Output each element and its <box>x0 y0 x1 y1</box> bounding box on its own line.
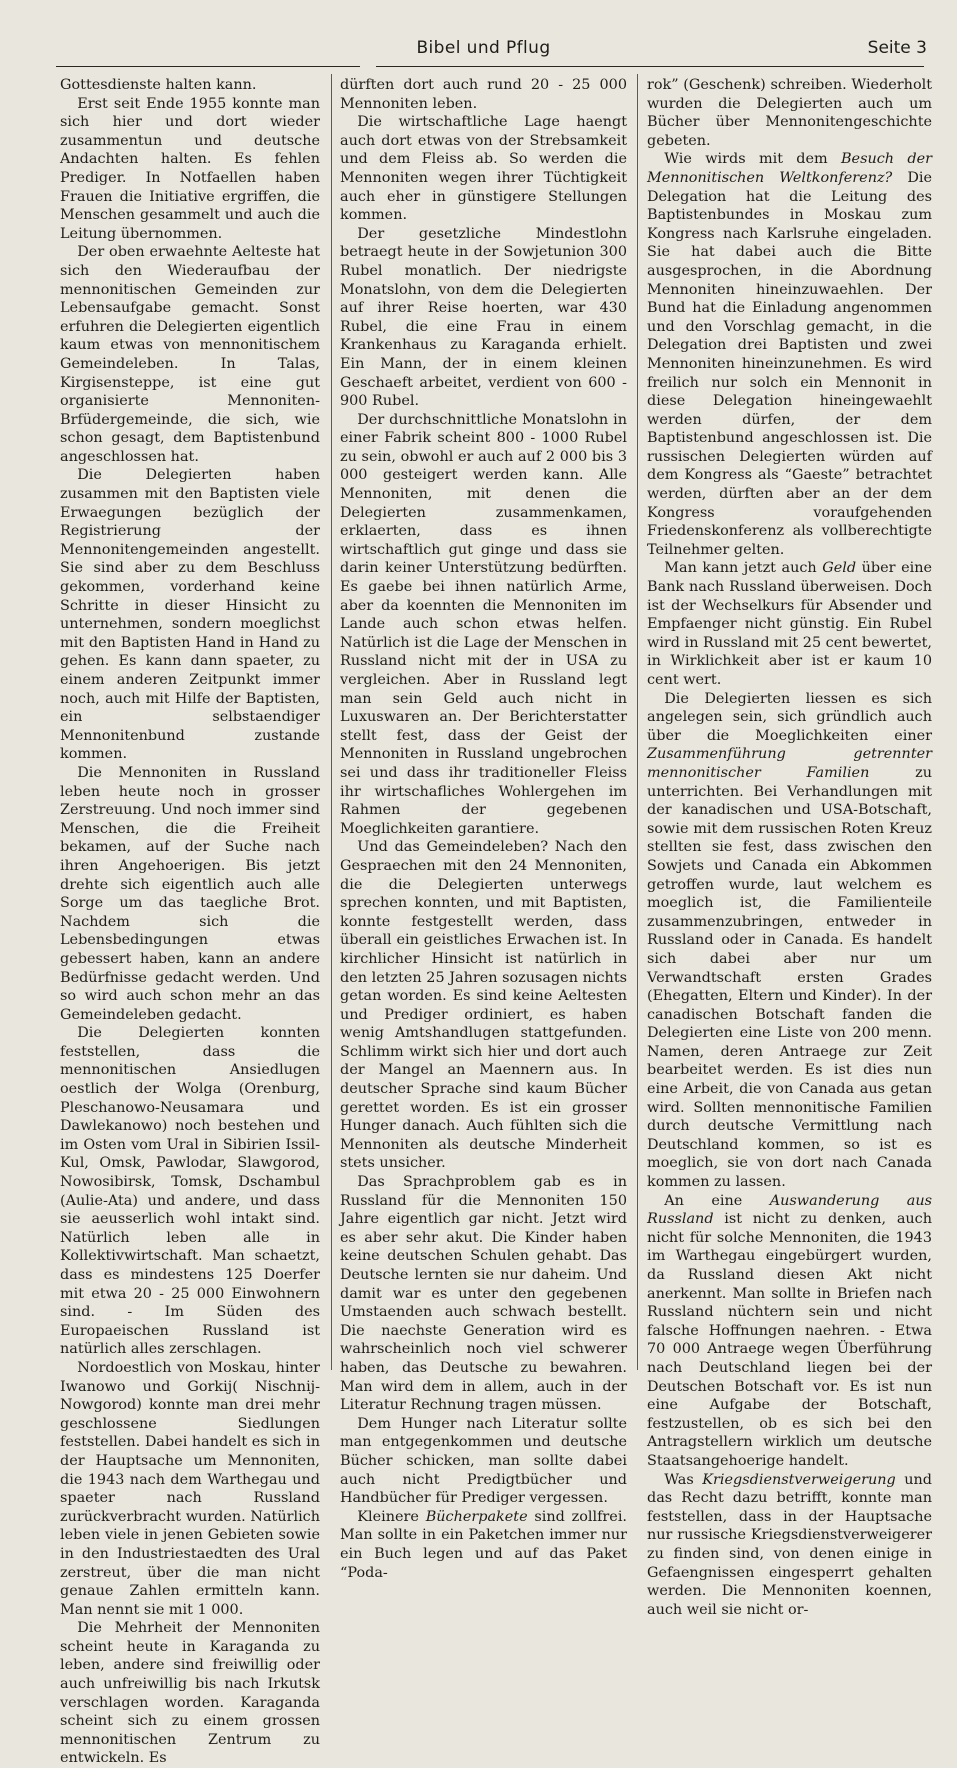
article-paragraph: Die Mennoniten in Russland leben heute noch in grosser Zerstreuung. Und noch immer sind Menschen, die die Freiheit bekamen, auf der Suche nach ihren Angehoerigen. Bis jetzt drehte sich eigentlich auch alle Sorge um das taegliche Brot. Nachdem sich die Lebensbedingungen etwas gebessert haben, kann an andere Bedürfnisse gedacht werden. Und so wird auch schon mehr an das Gemeindeleben gedacht. <box>60 764 320 1023</box>
article-paragraph: rok” (Geschenk) schreiben. Wiederholt wurden die Delegierten auch um Bücher über Mennonitengeschichte gebeten. <box>647 77 932 149</box>
article-paragraph: Man kann jetzt auch Geld über eine Bank nach Russland überweisen. Doch ist der Wechselkurs für Absender und Empfaenger nicht günstig. Ein Rubel wird in Russland mit 25 cent bewertet, in Wirklichkeit aber ist er kaum 10 cent wert. <box>647 560 932 688</box>
publication-title: Bibel und Pflug <box>416 38 551 58</box>
article-paragraph: Die Mehrheit der Mennoniten scheint heute in Karaganda zu leben, andere sind freiwillig oder auch unfreiwillig bis nach Irkutsk verschlagen worden. Karaganda scheint sich zu einem grossen mennonitischen Zentrum zu entwickeln. Es <box>60 1620 320 1767</box>
article-paragraph: Die wirtschaftliche Lage haengt auch dort etwas von der Strebsamkeit und dem Fleiss ab. So werden die Mennoniten wegen ihrer Tüchtigkeit auch eher in günstigere Stellungen kommen. <box>340 114 627 224</box>
article-paragraph: Nordoestlich von Moskau, hinter Iwanowo und Gorkij( Nischnij-Nowgorod) konnte man drei mehr geschlossene Siedlungen feststellen. Dabei handelt es sich in der Hauptsache um Mennoniten, die 1943 nach dem Warthegau und spaeter nach Russland zurückverbracht wurden. Natürlich leben viele in jenen Gebieten sowie in den Industriestaedten des Ural zerstreut, über die man nicht genaue Zahlen ermitteln kann. Man nennt sie mit 1 000. <box>60 1359 320 1618</box>
article-paragraph: dürften dort auch rund 20 - 25 000 Mennoniten leben. <box>340 77 627 112</box>
article-paragraph: Wie wirds mit dem Besuch der Mennonitischen Weltkonferenz? Die Delegation hat die Leitung des Baptistenbundes in Moskau zum Kongress nach Karlsruhe eingeladen. Sie hat dabei auch die Bitte ausgesprochen, in die Abordnung Mennoniten hineinzuwaehlen. Der Bund hat die Einladung angenommen und den Vorschlag gemacht, in die Delegation drei Baptisten und zwei Mennoniten hineinzunehmen. Es wird freilich nur solch ein Mennonit in diese Delegation hineingewaehlt werden dürfen, der dem Baptistenbund angeschlossen ist. Die russischen Delegierten würden auf dem Kongress als “Gaeste” betrachtet werden, dürften aber an der dem Kongress voraufgehenden Friedenskonferenz als vollberechtigte Teilnehmer gelten. <box>647 151 932 558</box>
article-paragraph: Kleinere Bücherpakete sind zollfrei. Man sollte in ein Paketchen immer nur ein Buch legen und auf das Paket “Poda- <box>340 1508 627 1581</box>
article-paragraph: Die Delegierten konnten feststellen, dass die mennonitischen Ansiedlugen oestlich der Wolga (Orenburg, Pleschanowo-Neusamara und Dawlekanowo) noch bestehen und im Osten vom Ural in Sibirien Issil-Kul, Omsk, Pawlodar, Slawgorod, Nowosibirsk, Tomsk, Dschambul (Aulie-Ata) und andere, und dass sie aeusserlich wohl intakt sind. Natürlich leben alle in Kollektivwirtschaft. Man schaetzt, dass es mindestens 125 Doerfer mit etwa 20 - 25 000 Einwohnern sind. - Im Süden des Europaeischen Russland ist natürlich alles zerschlagen. <box>60 1025 320 1358</box>
article-column-1 <box>60 76 320 1768</box>
article-column-3 <box>647 76 932 1619</box>
article-paragraph: Und das Gemeindeleben? Nach den Gespraechen mit den 24 Mennoniten, die die Delegierten unterwegs sprechen konnten, und mit Baptisten, konnte festgestellt werden, dass überall ein geistliches Erwachen ist. In kirchlicher Hinsicht ist natürlich in den letzten 25 Jahren sozusagen nichts getan worden. Es sind keine Aeltesten und Prediger ordiniert, es haben wenig Amtshandlugen stattgefunden. Schlimm wirkt sich hier und dort auch der Mangel an Maennern aus. In deutscher Sprache sind kaum Bücher gerettet worden. Es ist ein grosser Hunger danach. Auch fühlten sich die Mennoniten als deutsche Minderheit stets unsicher. <box>340 839 627 1172</box>
article-paragraph: Der oben erwaehnte Aelteste hat sich den Wiederaufbau der mennonitischen Gemeinden zur Lebensaufgabe gemacht. Sonst erfuhren die Delegierten eigentlich kaum etwas von mennonitischem Gemeindeleben. In Talas, Kirgisensteppe, ist eine gut organisierte Mennoniten-Brfüdergemeinde, die sich, wie schon gesagt, dem Baptistenbund angeschlossen hat. <box>60 244 320 465</box>
article-paragraph: Die Delegierten haben zusammen mit den Baptisten viele Erwaegungen bezüglich der Registrierung der Mennonitengemeinden angestellt. Sie sind aber zu dem Beschluss gekommen, vorderhand keine Schritte in dieser Hinsicht zu unternehmen, sondern moeglichst mit den Baptisten Hand in Hand zu gehen. Es kann dann spaeter, zu einem anderen Zeitpunkt immer noch, auch mit Hilfe der Baptisten, ein selbstaendiger Mennonitenbund zustande kommen. <box>60 467 320 763</box>
page-number: Seite 3 <box>867 38 927 58</box>
article-paragraph: Was Kriegsdienstverweigerung und das Recht dazu betrifft, konnte man feststellen, dass in der Hauptsache nur russische Kriegsdienstverweigerer zu finden sind, von denen einige in Gefaengnissen eingesperrt gehalten werden. Die Mennoniten koennen, auch weil sie nicht or- <box>647 1471 932 1618</box>
article-column-2 <box>340 76 627 1582</box>
article-paragraph: Das Sprachproblem gab es in Russland für die Mennoniten 150 Jahre eigentlich gar nicht. Jetzt wird es aber sehr akut. Die Kinder haben keine deutschen Schulen gehabt. Das Deutsche lernten sie nur daheim. Und damit war es unter den gegebenen Umstaenden auch schwach bestellt. Die naechste Generation wird es wahrscheinlich noch viel schwerer haben, das Deutsche zu bewahren. Man wird dem in allem, auch in der Literatur Rechnung tragen müssen. <box>340 1174 627 1414</box>
article-paragraph: Die Delegierten liessen es sich angelegen sein, sich gründlich auch über die Moeglichkeiten einer Zusammenführung getrennter mennonitischer Familien zu unterrichten. Bei Verhandlungen mit der kanadischen und USA-Botschaft, sowie mit dem russischen Roten Kreuz stellten sie fest, dass zwischen den Sowjets und Canada ein Abkommen getroffen wurde, laut welchem es moeglich ist, die Familienteile zusammenzubringen, entweder in Russland oder in Canada. Es handelt sich dabei aber nur um Verwandtschaft ersten Grades (Ehegatten, Eltern und Kinder). In der canadischen Botschaft fanden die Delegierten eine Liste von 200 menn. Namen, deren Antraege zur Zeit bearbeitet werden. Es ist dies nun eine Arbeit, die von Canada aus getan wird. Sollten mennonitische Familien durch deutsche Vermittlung nach Deutschland kommen, so ist es moeglich, sie von dort nach Canada kommen zu lassen. <box>647 690 932 1191</box>
article-paragraph: Der gesetzliche Mindestlohn betraegt heute in der Sowjetunion 300 Rubel monatlich. Der niedrigste Monatslohn, von dem die Delegierten auf ihrer Reise hoerten, war 430 Rubel, die eine Frau in einem Krankenhaus zu Karaganda erhielt. Ein Mann, der in einem kleinen Geschaeft arbeitet, verdient von 600 - 900 Rubel. <box>340 225 627 410</box>
article-paragraph: Gottesdienste halten kann. <box>60 77 257 93</box>
column-divider-2 <box>637 74 638 1370</box>
header-rule-left <box>56 66 360 67</box>
running-header <box>40 38 927 64</box>
article-paragraph: Dem Hunger nach Literatur sollte man entgegenkommen und deutsche Bücher schicken, man sollte dabei auch nicht Predigtbücher und Handbücher für Prediger vergessen. <box>340 1415 627 1507</box>
column-divider-1 <box>331 74 332 1370</box>
article-paragraph: Erst seit Ende 1955 konnte man sich hier und dort wieder zusammentun und deutsche Andachten halten. Es fehlen Prediger. In Notfaellen haben Frauen die Initiative ergriffen, die Menschen gesammelt und auch die Leitung übernommen. <box>60 95 320 242</box>
header-rule-right <box>376 66 924 67</box>
article-paragraph: An eine Auswanderung aus Russland ist nicht zu denken, auch nicht für solche Mennoniten, die 1943 im Warthegau eingebürgert wurden, da Russland diesen Akt nicht anerkennt. Man sollte in Briefen nach Russland nüchtern sein und nicht falsche Hoffnungen naehren. - Etwa 70 000 Antraege wegen Überführung nach Deutschland liegen bei der Deutschen Botschaft vor. Es ist nun eine Aufgabe der Botschaft, festzustellen, ob es sich bei den Antragstellern wirklich um deutsche Staatsangehoerige handelt. <box>647 1192 933 1469</box>
article-paragraph: Der durchschnittliche Monatslohn in einer Fabrik scheint 800 - 1000 Rubel zu sein, obwohl er auch auf 2 000 bis 3 000 gesteigert werden kann. Alle Mennoniten, mit denen die Delegierten zusammenkamen, erklaerten, dass es ihnen wirtschaftlich gut ginge und dass sie darin keiner Unterstützung bedürften. Es gaebe bei ihnen natürlich Arme, aber da koennten die Mennoniten im Lande auch schon etwas helfen. Natürlich ist die Lage der Menschen in Russland nicht mit der in USA zu vergleichen. Aber in Russland legt man sein Geld auch nicht in Luxuswaren an. Der Berichterstatter stellt fest, dass der Geist der Mennoniten in Russland ungebrochen sei und dass ihr traditioneller Fleiss ihr wirtschafliches Wohlergehen im Rahmen der gegebenen Moeglichkeiten garantiere. <box>340 411 627 837</box>
